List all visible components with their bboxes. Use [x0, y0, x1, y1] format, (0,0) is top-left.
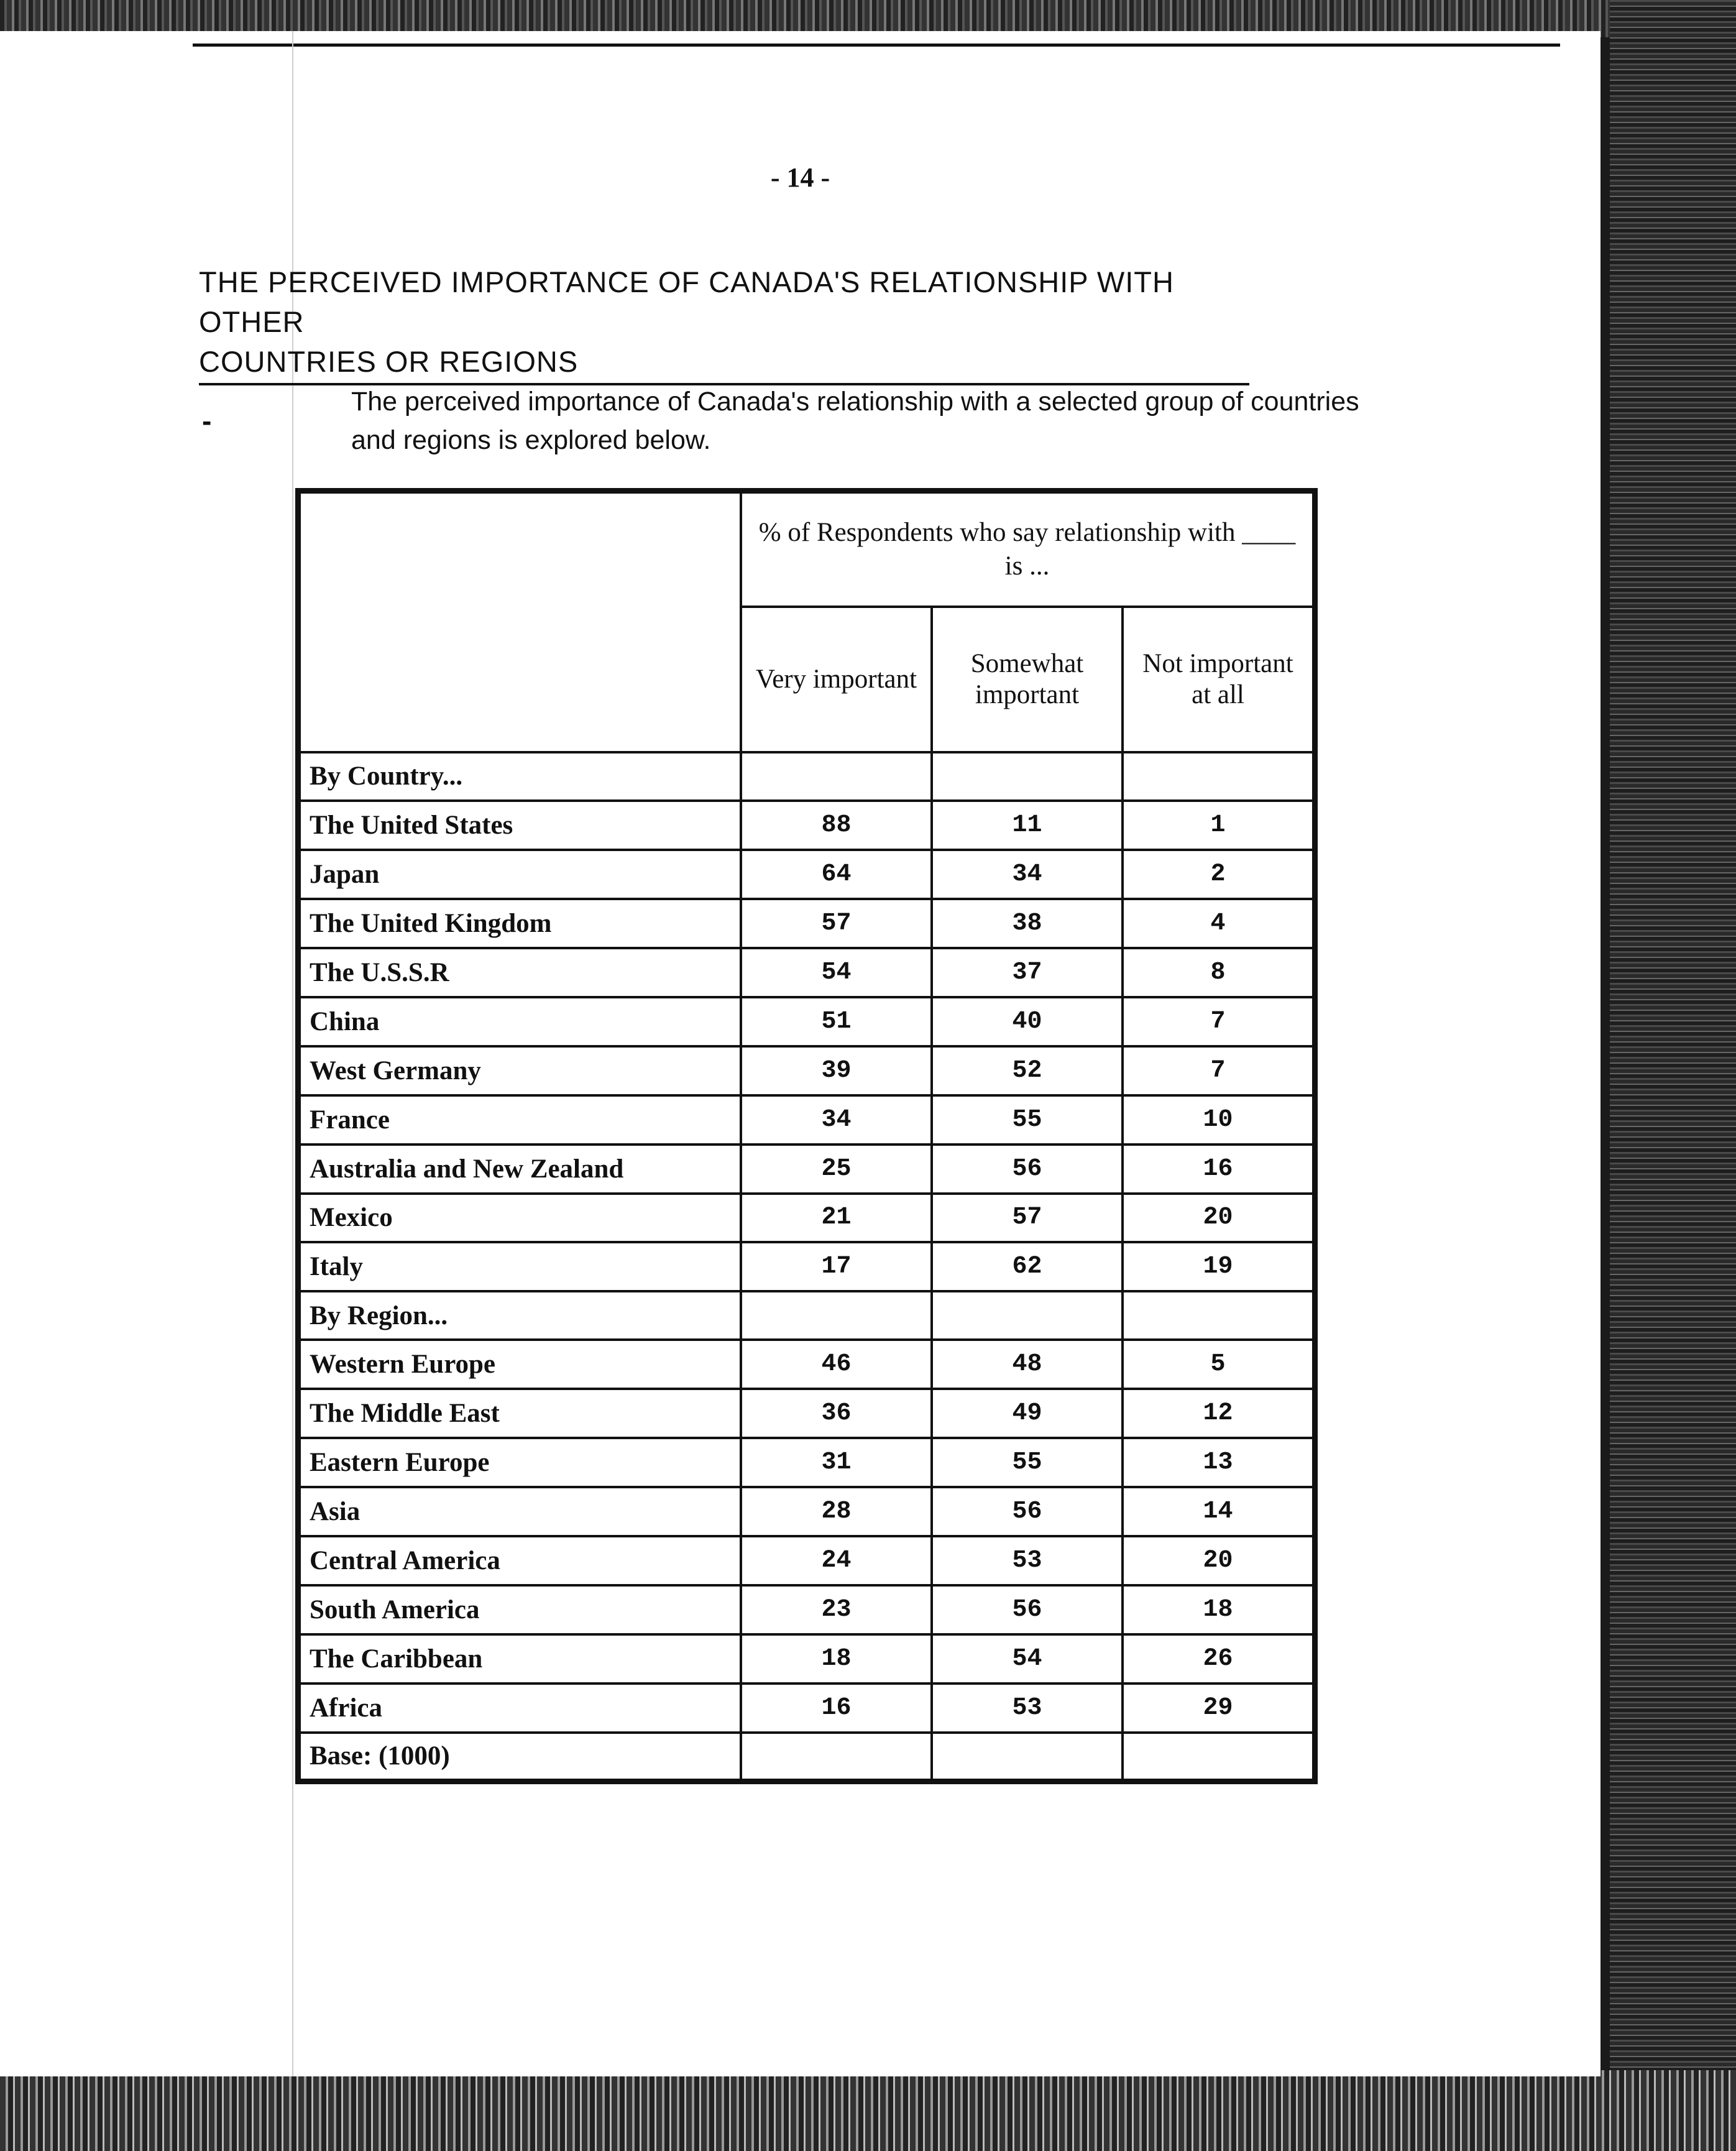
empty-cell: [1123, 1291, 1315, 1340]
table-row: [298, 1194, 1315, 1243]
table-row: [298, 899, 1315, 948]
empty-corner-cell: [298, 491, 742, 753]
section-label-region: By Region...: [298, 1291, 742, 1340]
row-label: Mexico: [298, 1194, 742, 1243]
col-not-important: Not important at all: [1123, 607, 1315, 752]
empty-cell: [1123, 1733, 1315, 1782]
row-label: Asia: [298, 1487, 742, 1536]
section-row-country: [298, 752, 1315, 801]
section-row-region: [298, 1291, 1315, 1340]
cell-somewhat-important: 53: [932, 1536, 1123, 1585]
cell-very-important: 57: [741, 899, 932, 948]
cell-very-important: 23: [741, 1585, 932, 1634]
cell-very-important: 34: [741, 1095, 932, 1145]
cell-very-important: 39: [741, 1046, 932, 1095]
section-title: [199, 262, 1249, 385]
empty-cell: [741, 752, 932, 801]
cell-somewhat-important: 34: [932, 850, 1123, 899]
cell-very-important: 17: [741, 1242, 932, 1291]
table-row: [298, 1438, 1315, 1487]
document-page: [0, 31, 1601, 2076]
cell-very-important: 24: [741, 1536, 932, 1585]
cell-not-important: 18: [1123, 1585, 1315, 1634]
cell-not-important: 5: [1123, 1340, 1315, 1389]
cell-not-important: 26: [1123, 1634, 1315, 1683]
row-label: The United States: [298, 801, 742, 850]
table-row: [298, 997, 1315, 1046]
row-label: Australia and New Zealand: [298, 1145, 742, 1194]
row-label: The United Kingdom: [298, 899, 742, 948]
table-row: [298, 1683, 1315, 1733]
col-somewhat-important: Somewhat important: [932, 607, 1123, 752]
cell-not-important: 7: [1123, 997, 1315, 1046]
table-row: [298, 1585, 1315, 1634]
empty-cell: [741, 1291, 932, 1340]
cell-not-important: 19: [1123, 1242, 1315, 1291]
table-row: [298, 1340, 1315, 1389]
cell-somewhat-important: 62: [932, 1242, 1123, 1291]
table-row: [298, 1487, 1315, 1536]
row-label: The U.S.S.R: [298, 948, 742, 997]
table-row: [298, 1046, 1315, 1095]
cell-not-important: 13: [1123, 1438, 1315, 1487]
cell-not-important: 8: [1123, 948, 1315, 997]
cell-not-important: 7: [1123, 1046, 1315, 1095]
row-label: The Middle East: [298, 1389, 742, 1438]
cell-very-important: 21: [741, 1194, 932, 1243]
cell-somewhat-important: 38: [932, 899, 1123, 948]
scan-border-right: [1610, 0, 1736, 2151]
empty-cell: [932, 752, 1123, 801]
row-label: France: [298, 1095, 742, 1145]
table-row: [298, 1389, 1315, 1438]
row-label: Western Europe: [298, 1340, 742, 1389]
table-row: [298, 1145, 1315, 1194]
row-label: Central America: [298, 1536, 742, 1585]
cell-not-important: 29: [1123, 1683, 1315, 1733]
cell-somewhat-important: 40: [932, 997, 1123, 1046]
table-row: [298, 850, 1315, 899]
importance-table: [295, 488, 1318, 1784]
row-label: Italy: [298, 1242, 742, 1291]
table-row: [298, 1536, 1315, 1585]
scan-border-bottom: [0, 2070, 1736, 2151]
cell-somewhat-important: 53: [932, 1683, 1123, 1733]
cell-not-important: 4: [1123, 899, 1315, 948]
cell-not-important: 12: [1123, 1389, 1315, 1438]
cell-somewhat-important: 54: [932, 1634, 1123, 1683]
cell-not-important: 16: [1123, 1145, 1315, 1194]
table-body: [298, 752, 1315, 1782]
cell-very-important: 51: [741, 997, 932, 1046]
cell-somewhat-important: 57: [932, 1194, 1123, 1243]
cell-not-important: 20: [1123, 1536, 1315, 1585]
cell-somewhat-important: 55: [932, 1095, 1123, 1145]
empty-cell: [932, 1733, 1123, 1782]
cell-somewhat-important: 56: [932, 1487, 1123, 1536]
cell-not-important: 14: [1123, 1487, 1315, 1536]
cell-very-important: 28: [741, 1487, 932, 1536]
cell-very-important: 54: [741, 948, 932, 997]
cell-somewhat-important: 56: [932, 1145, 1123, 1194]
cell-not-important: 2: [1123, 850, 1315, 899]
row-label: China: [298, 997, 742, 1046]
bullet-dash: -: [202, 405, 212, 437]
cell-somewhat-important: 49: [932, 1389, 1123, 1438]
cell-somewhat-important: 48: [932, 1340, 1123, 1389]
table-row: [298, 1095, 1315, 1145]
cell-somewhat-important: 11: [932, 801, 1123, 850]
cell-very-important: 64: [741, 850, 932, 899]
cell-somewhat-important: 56: [932, 1585, 1123, 1634]
table-row: [298, 948, 1315, 997]
cell-very-important: 16: [741, 1683, 932, 1733]
cell-very-important: 46: [741, 1340, 932, 1389]
cell-very-important: 18: [741, 1634, 932, 1683]
row-label: West Germany: [298, 1046, 742, 1095]
top-rule: [193, 44, 1560, 47]
row-label: Africa: [298, 1683, 742, 1733]
table-row: [298, 1242, 1315, 1291]
page-number: - 14 -: [770, 162, 830, 193]
cell-somewhat-important: 55: [932, 1438, 1123, 1487]
empty-cell: [932, 1291, 1123, 1340]
table-row: [298, 801, 1315, 850]
cell-not-important: 1: [1123, 801, 1315, 850]
row-label: The Caribbean: [298, 1634, 742, 1683]
base-row: [298, 1733, 1315, 1782]
row-label: South America: [298, 1585, 742, 1634]
cell-very-important: 88: [741, 801, 932, 850]
cell-not-important: 20: [1123, 1194, 1315, 1243]
cell-very-important: 36: [741, 1389, 932, 1438]
cell-somewhat-important: 37: [932, 948, 1123, 997]
intro-paragraph: The perceived importance of Canada's relationship with a selected group of countries and regions is explored below.: [351, 387, 1359, 455]
cell-very-important: 25: [741, 1145, 932, 1194]
base-label: Base: (1000): [298, 1733, 742, 1782]
row-label: Eastern Europe: [298, 1438, 742, 1487]
header-group: % of Respondents who say relationship with ____ is ...: [741, 491, 1315, 607]
empty-cell: [1123, 752, 1315, 801]
row-label: Japan: [298, 850, 742, 899]
col-very-important: Very important: [741, 607, 932, 752]
table-row: [298, 1634, 1315, 1683]
cell-somewhat-important: 52: [932, 1046, 1123, 1095]
cell-not-important: 10: [1123, 1095, 1315, 1145]
cell-very-important: 31: [741, 1438, 932, 1487]
section-label-country: By Country...: [298, 752, 742, 801]
section-title-line2: COUNTRIES OR REGIONS: [199, 342, 1249, 385]
section-title-line1: THE PERCEIVED IMPORTANCE OF CANADA'S RELATIONSHIP WITH OTHER: [199, 265, 1174, 338]
empty-cell: [741, 1733, 932, 1782]
